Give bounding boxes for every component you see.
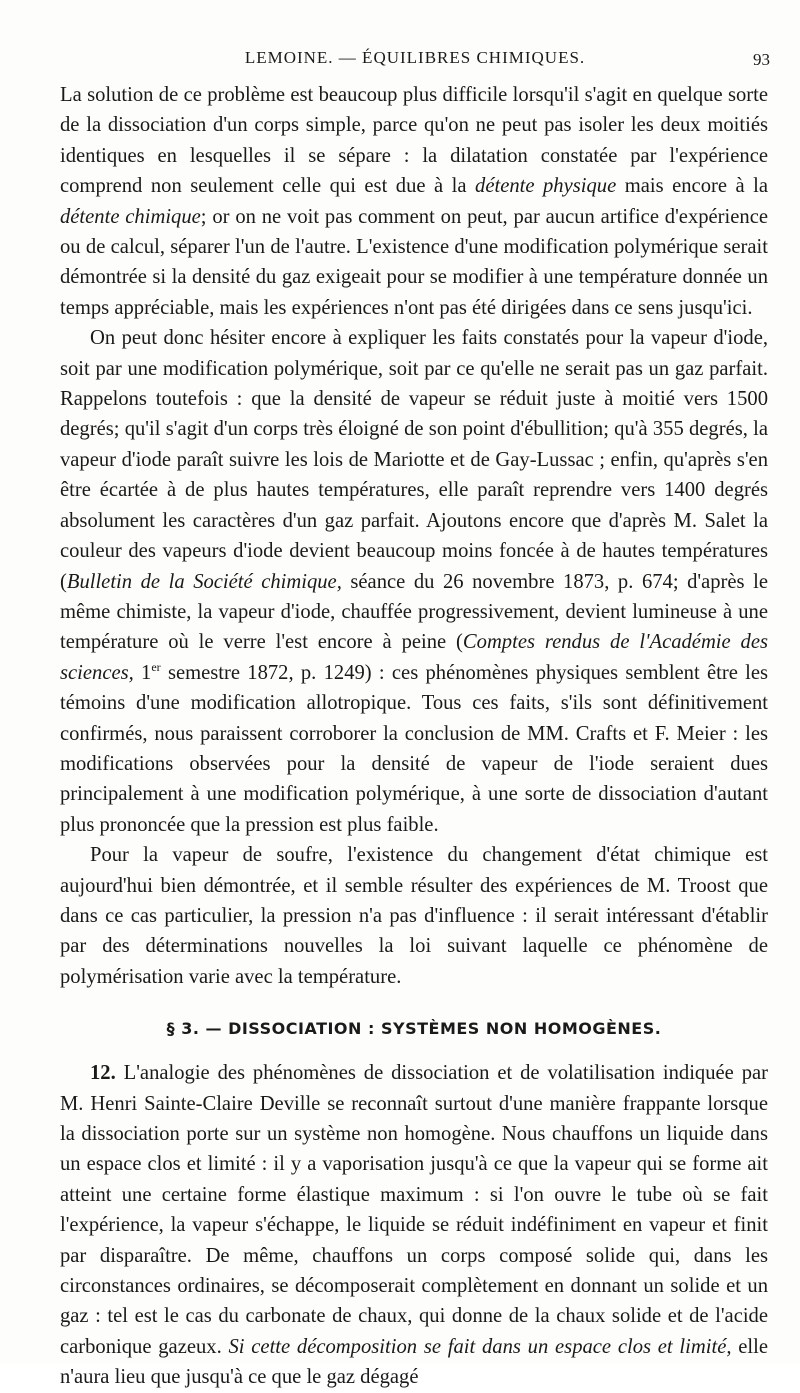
section-heading: § 3. — DISSOCIATION : SYSTÈMES NON HOMOGÈNES. [166,1019,662,1039]
paragraph-1: La solution de ce problème est beaucoup plus difficile lorsqu'il s'agit en quelque sorte de la dissociation d'un corps simple, parce qu'on ne peut pas isoler les deux moitiés identiques en lesquelles il se sépare : la dilatation constatée par l'expérience comprend non seulement celle qui est due à la détente physique mais encore à la détente chimique; or on ne voit pas comment on peut, par aucun artifice d'expérience ou de calcul, séparer l'un de l'autre. L'existence d'une modification polymérique serait démontrée si la densité du gaz exigeait pour se modifier à une température donnée un temps appréciable, mais les expériences n'ont pas été dirigées dans ce sens jusqu'ici. [60,84,768,319]
paragraph-4: 12. L'analogie des phénomènes de dissociation et de volatilisation indiquée par M. Henri Sainte-Claire Deville se reconnaît surtout d'une manière frappante lorsque la dissociation porte sur un système non homogène. Nous chauffons un liquide dans un espace clos et limité : il y a vaporisation jusqu'à ce que la vapeur qui se forme ait atteint une certaine forme élastique maximum : si l'on ouvre le tube où se fait l'expérience, la vapeur s'échappe, le liquide se réduit indéfiniment en vapeur et finit par disparaître. De même, chauffons un corps composé solide qui, dans les circonstances ordinaires, se décomposerait complètement en donnant un solide et un gaz : tel est le cas du carbonate de chaux, qui donne de la chaux solide et de l'acide carbonique gazeux. Si cette décomposition se fait dans un espace clos et limité, elle n'aura lieu que jusqu'à ce que le gaz dégagé [60,1062,768,1389]
body-text [60,80,768,1393]
running-title: LEMOINE. — ÉQUILIBRES CHIMIQUES. [244,48,586,67]
paragraph-2: On peut donc hésiter encore à expliquer les faits constatés pour la vapeur d'iode, soit par une modification polymérique, soit par ce qu'elle ne serait pas un gaz parfait. Rappelons toutefois : que la densité de vapeur se réduit juste à moitié vers 1500 degrés; qu'il s'agit d'un corps très éloigné de son point d'ébullition; qu'à 355 degrés, la vapeur d'iode paraît suivre les lois de Mariotte et de Gay-Lussac ; enfin, qu'après s'en être écartée à de plus hautes températures, elle paraît reprendre vers 1400 degrés absolument les caractères d'un gaz parfait. Ajoutons encore que d'après M. Salet la couleur des vapeurs d'iode devient beaucoup moins foncée à de hautes températures (Bulletin de la Société chimique, séance du 26 novembre 1873, p. 674; d'après le même chimiste, la vapeur d'iode, chauffée progressivement, devient lumineuse à une température où le verre l'est encore à peine (Comptes rendus de l'Académie des sciences, 1er semestre 1872, p. 1249) : ces phénomènes physiques semblent être les témoins d'une modification allotropique. Tous ces faits, s'ils sont définitivement confirmés, nous paraissent corroborer la conclusion de MM. Crafts et F. Meier : les modifications observées pour la densité de vapeur de l'iode seraient dues principalement à une modification polymérique, à une sorte de dissociation d'autant plus prononcée que la pression est plus faible. [60,327,769,836]
paragraph-number: 12. [90,1062,116,1085]
paragraph-3: Pour la vapeur de soufre, l'existence du changement d'état chimique est aujourd'hui bien démontrée, et il semble résulter des expériences de M. Troost que dans ce cas particulier, la pression n'a pas d'influence : il serait intéressant d'établir par des déterminations nouvelles la loi suivant laquelle ce phénomène de polymérisation varie avec la température. [60,844,768,988]
page-header [60,48,770,72]
page-number: 93 [753,50,770,69]
